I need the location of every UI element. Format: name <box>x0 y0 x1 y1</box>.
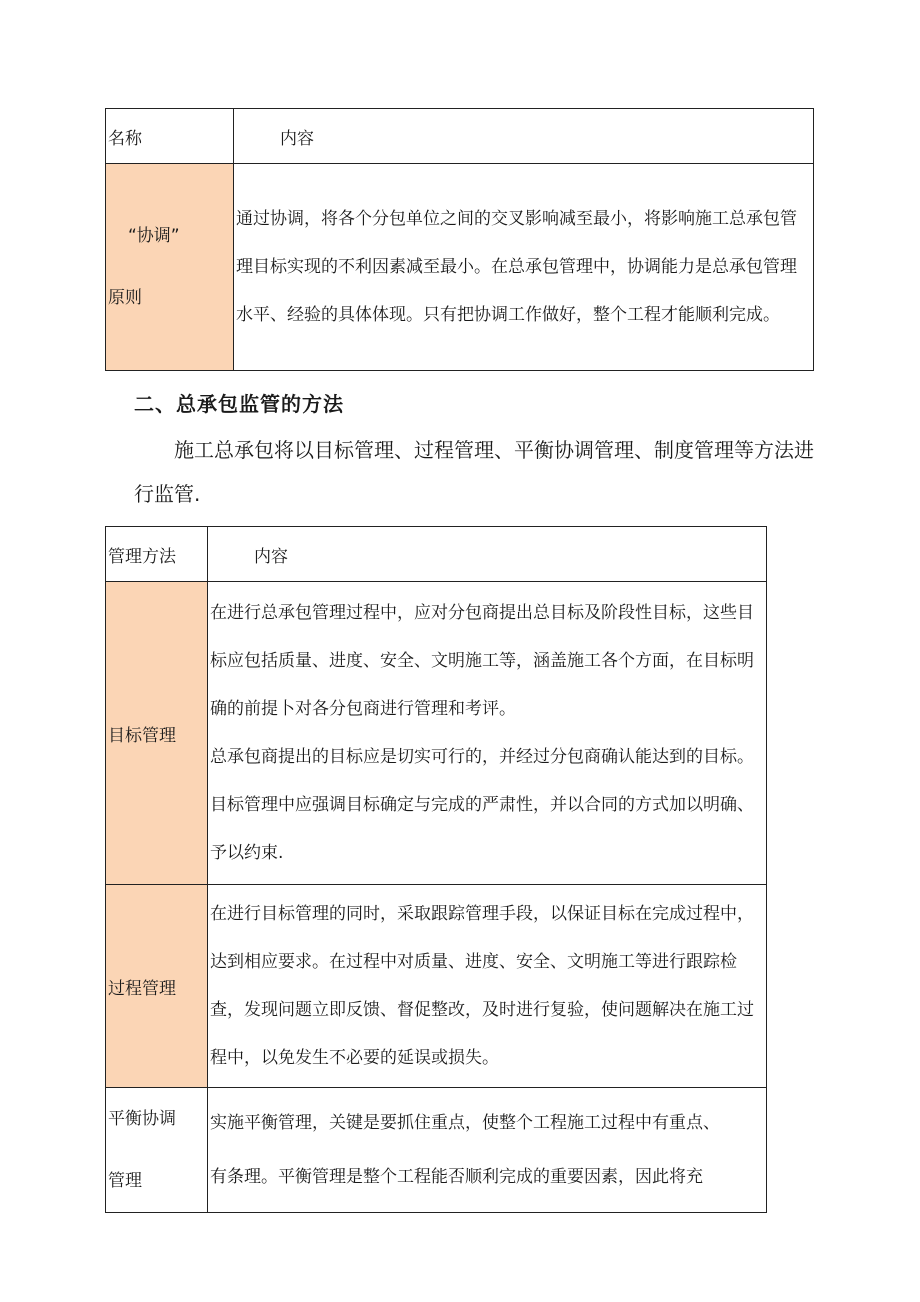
row-name-cell <box>106 164 234 371</box>
header-content-cell: 内容 <box>208 527 767 582</box>
row-name-line1: 平衡协调 <box>108 1109 176 1129</box>
content-paragraph: 在进行总承包管理过程中，应对分包商提出总目标及阶段性目标，这些目标应包括质量、进度、安全、文明施工等，涵盖施工各个方面，在目标明确的前提卜对各分包商进行管理和考评。 <box>210 603 754 719</box>
content-line: 有条理。平衡管理是整个工程能否顺利完成的重要因素，因此将充 <box>210 1167 703 1187</box>
row-name-cell <box>106 1088 208 1213</box>
content-paragraph: 总承包商提出的目标应是切实可行的，并经过分包商确认能达到的目标。目标管理中应强调目标确定与完成的严肃性，并以合同的方式加以明确、予以约束. <box>210 747 754 863</box>
table-row <box>106 582 767 885</box>
coordination-principle-table <box>105 108 814 371</box>
row-content-cell <box>208 582 767 885</box>
row-name-line2: 管理 <box>108 1171 142 1191</box>
table-row <box>106 164 814 371</box>
row-content-cell: 在进行目标管理的同时，采取跟踪管理手段，以保证目标在完成过程中，达到相应要求。在过程中对质量、进度、安全、文明施工等进行跟踪检查，发现问题立即反馈、督促整改，及时进行复验，使问题解决在施工过程中，以免发生不必要的延误或损失。 <box>208 885 767 1088</box>
row-content-cell: 通过协调，将各个分包单位之间的交叉影响减至最小，将影响施工总承包管理目标实现的不利因素减至最小。在总承包管理中，协调能力是总承包管理水平、经验的具体体现。只有把协调工作做好，整个工程才能顺利完成。 <box>234 164 814 371</box>
header-name-cell: 管理方法 <box>106 527 208 582</box>
row-name-cell: 过程管理 <box>106 885 208 1088</box>
table-header-row <box>106 109 814 164</box>
row-content-cell <box>208 1088 767 1213</box>
section-heading: 二、总承包监管的方法 <box>134 392 344 416</box>
section-paragraph: 施工总承包将以目标管理、过程管理、平衡协调管理、制度管理等方法进行监管. <box>134 438 814 506</box>
table-header-row <box>106 527 767 582</box>
header-name-cell: 名称 <box>106 109 234 164</box>
row-name-line1: “协调” <box>128 226 180 246</box>
table-row <box>106 885 767 1088</box>
row-name-cell: 目标管理 <box>106 582 208 885</box>
table-row <box>106 1088 767 1213</box>
header-content-cell: 内容 <box>234 109 814 164</box>
row-name-line2: 原则 <box>108 288 142 308</box>
management-methods-table <box>105 526 767 1213</box>
content-line: 实施平衡管理，关键是要抓住重点，使整个工程施工过程中有重点、 <box>210 1113 720 1133</box>
